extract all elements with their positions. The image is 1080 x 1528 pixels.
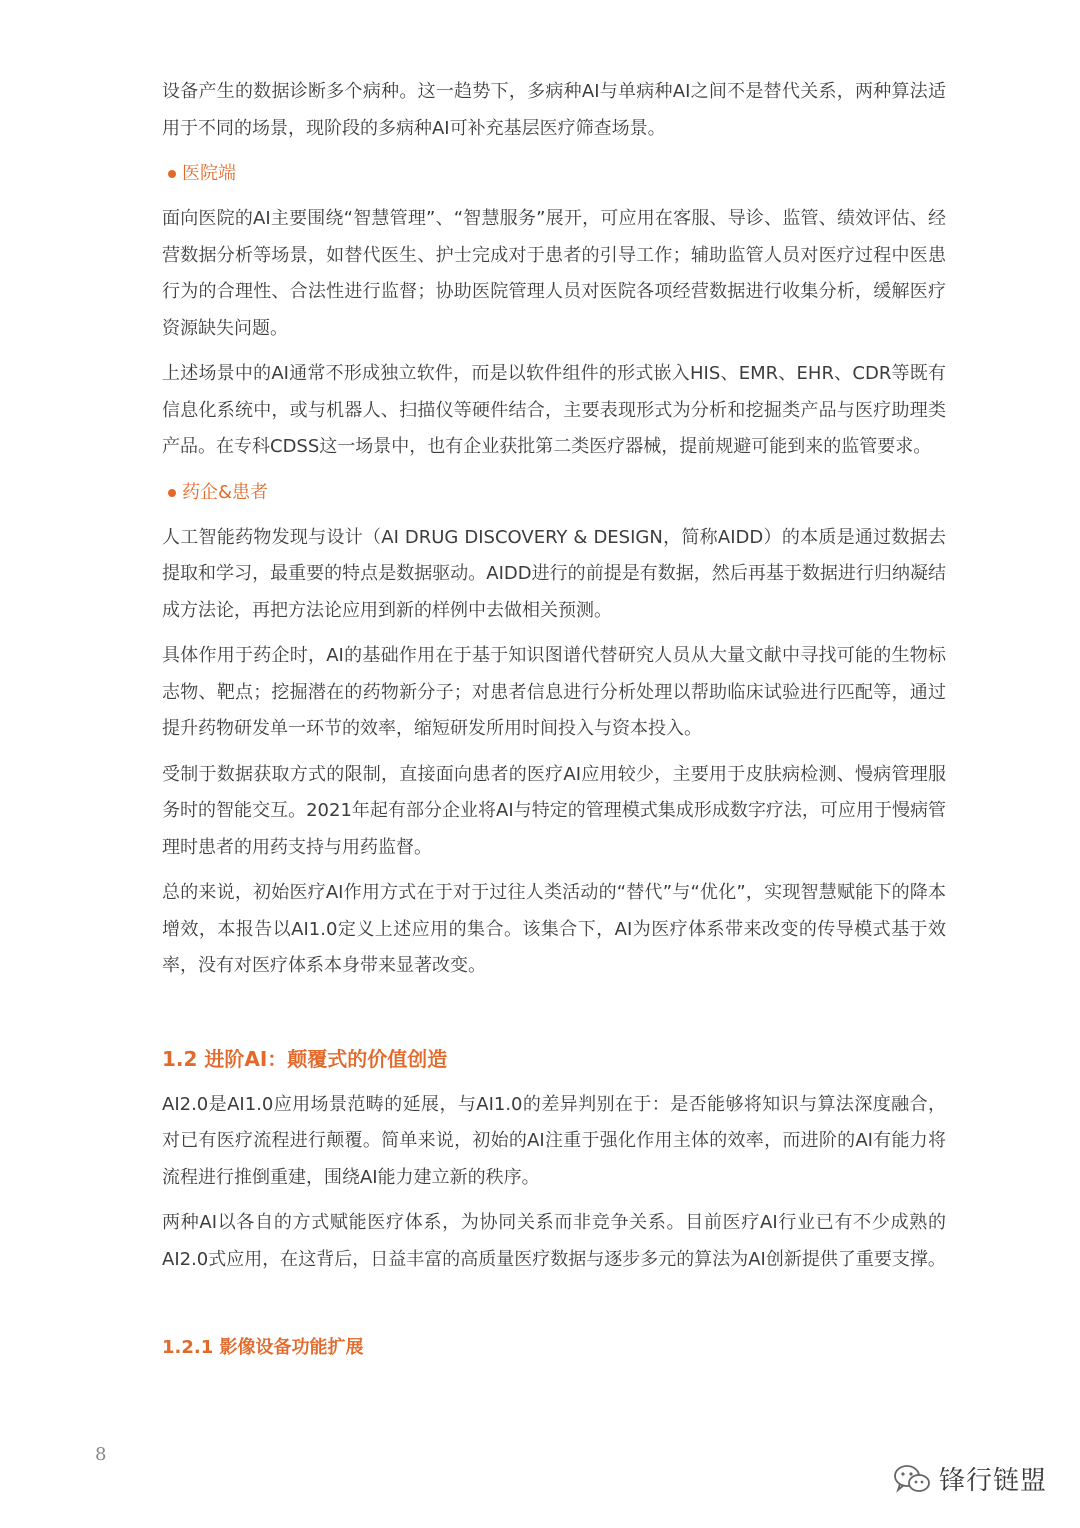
bullet-heading-pharma bbox=[162, 475, 946, 511]
wechat-icon bbox=[893, 1464, 931, 1494]
bullet-label: 药企&患者 bbox=[182, 481, 269, 503]
subsection-heading-1-2-1: 1.2.1 影像设备功能扩展 bbox=[162, 1337, 364, 1358]
paragraph: 人工智能药物发现与设计（AI DRUG DISCOVERY & DESIGN，简称AIDD）的本质是通过数据去提取和学习，最重要的特点是数据驱动。AIDD进行的前提是有数据，然后再基于数据进行归纳凝结成方法论，再把方法论应用到新的样例中去做相关预测。 bbox=[162, 526, 946, 621]
section-heading-1-2: 1.2 进阶AI：颠覆式的价值创造 bbox=[162, 1046, 448, 1071]
page-content bbox=[162, 74, 946, 1366]
paragraph: 具体作用于药企时，AI的基础作用在于基于知识图谱代替研究人员从大量文献中寻找可能的生物标志物、靶点；挖掘潜在的药物新分子；对患者信息进行分析处理以帮助临床试验进行匹配等，通过提升药物研发单一环节的效率，缩短研发所用时间投入与资本投入。 bbox=[162, 645, 946, 739]
paragraph: 受制于数据获取方式的限制，直接面向患者的医疗AI应用较少，主要用于皮肤病检测、慢病管理服务时的智能交互。2021年起有部分企业将AI与特定的管理模式集成形成数字疗法，可应用于慢病管理时患者的用药支持与用药监督。 bbox=[162, 763, 946, 858]
bullet-dot-icon bbox=[168, 170, 176, 178]
paragraph: 总的来说，初始医疗AI作用方式在于对于过往人类活动的“替代”与“优化”，实现智慧赋能下的降本增效，本报告以AI1.0定义上述应用的集合。该集合下，AI为医疗体系带来改变的传导模式基于效率，没有对医疗体系本身带来显著改变。 bbox=[162, 882, 946, 976]
paragraph: 两种AI以各自的方式赋能医疗体系，为协同关系而非竞争关系。目前医疗AI行业已有不少成熟的AI2.0式应用，在这背后，日益丰富的高质量医疗数据与逐步多元的算法为AI创新提供了重要支撑。 bbox=[162, 1212, 946, 1270]
paragraph: AI2.0是AI1.0应用场景范畴的延展，与AI1.0的差异判别在于：是否能够将知识与算法深度融合，对已有医疗流程进行颠覆。简单来说，初始的AI注重于强化作用主体的效率，而进阶的AI有能力将流程进行推倒重建，围绕AI能力建立新的秩序。 bbox=[162, 1093, 946, 1188]
bullet-dot-icon bbox=[168, 489, 176, 497]
paragraph: 上述场景中的AI通常不形成独立软件，而是以软件组件的形式嵌入HIS、EMR、EHR、CDR等既有信息化系统中，或与机器人、扫描仪等硬件结合，主要表现形式为分析和挖掘类产品与医疗助理类产品。在专科CDSS这一场景中，也有企业获批第二类医疗器械，提前规避可能到来的监管要求。 bbox=[162, 363, 946, 457]
paragraph: 设备产生的数据诊断多个病种。这一趋势下，多病种AI与单病种AI之间不是替代关系，两种算法适用于不同的场景，现阶段的多病种AI可补充基层医疗筛查场景。 bbox=[162, 81, 946, 139]
bullet-heading-hospital bbox=[162, 156, 946, 192]
watermark-text: 锋行链盟 bbox=[939, 1466, 1048, 1496]
paragraph: 面向医院的AI主要围绕“智慧管理”、“智慧服务”展开，可应用在客服、导诊、监管、绩效评估、经营数据分析等场景，如替代医生、护士完成对于患者的引导工作；辅助监管人员对医疗过程中医患行为的合理性、合法性进行监督；协助医院管理人员对医院各项经营数据进行收集分析，缓解医疗资源缺失问题。 bbox=[162, 208, 946, 339]
page-number: 8 bbox=[95, 1444, 107, 1465]
bullet-label: 医院端 bbox=[182, 163, 236, 184]
wechat-watermark bbox=[893, 1460, 1047, 1497]
